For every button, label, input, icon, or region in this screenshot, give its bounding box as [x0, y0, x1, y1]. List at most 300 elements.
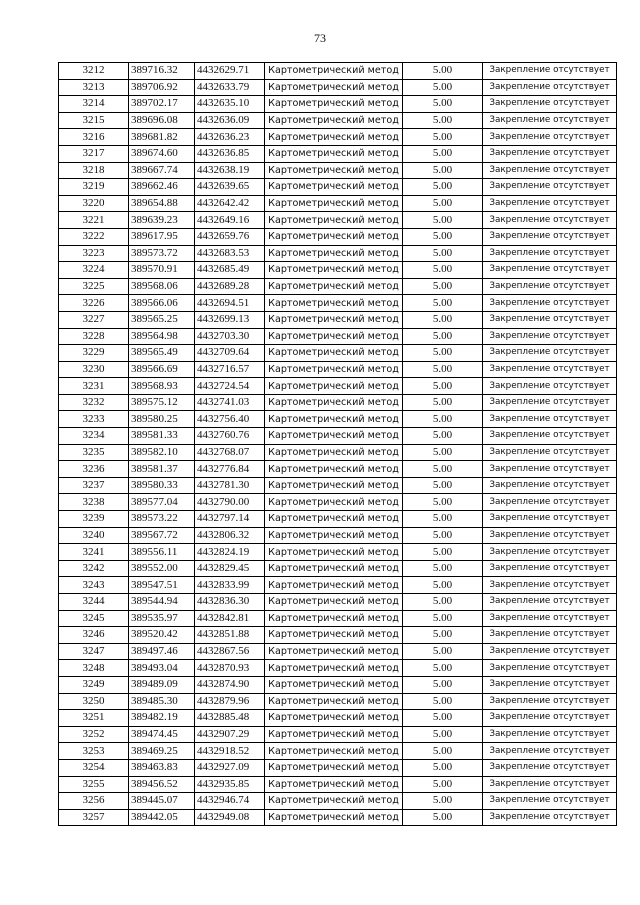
x-coordinate-cell: 389568.93: [129, 378, 195, 395]
point-number-cell: 3212: [59, 63, 129, 80]
y-coordinate-cell: 4432949.08: [195, 809, 265, 826]
y-coordinate-cell: 4432935.85: [195, 776, 265, 793]
point-number-cell: 3240: [59, 527, 129, 544]
fixing-description-cell: Закрепление отсутствует: [483, 278, 617, 295]
table-row: [59, 693, 617, 710]
accuracy-cell: 5.00: [403, 759, 483, 776]
point-number-cell: 3233: [59, 411, 129, 428]
accuracy-cell: 5.00: [403, 96, 483, 113]
table-row: [59, 726, 617, 743]
y-coordinate-cell: 4432870.93: [195, 660, 265, 677]
table-row: [59, 660, 617, 677]
y-coordinate-cell: 4432629.71: [195, 63, 265, 80]
fixing-description-cell: Закрепление отсутствует: [483, 361, 617, 378]
x-coordinate-cell: 389463.83: [129, 759, 195, 776]
x-coordinate-cell: 389489.09: [129, 676, 195, 693]
y-coordinate-cell: 4432639.65: [195, 179, 265, 196]
y-coordinate-cell: 4432741.03: [195, 394, 265, 411]
y-coordinate-cell: 4432709.64: [195, 345, 265, 362]
table-row: [59, 212, 617, 229]
accuracy-cell: 5.00: [403, 676, 483, 693]
point-number-cell: 3219: [59, 179, 129, 196]
table-row: [59, 527, 617, 544]
y-coordinate-cell: 4432927.09: [195, 759, 265, 776]
accuracy-cell: 5.00: [403, 278, 483, 295]
accuracy-cell: 5.00: [403, 627, 483, 644]
y-coordinate-cell: 4432636.09: [195, 112, 265, 129]
point-number-cell: 3217: [59, 145, 129, 162]
page-number: 73: [314, 31, 326, 45]
method-cell: Картометрический метод: [265, 212, 403, 229]
method-cell: Картометрический метод: [265, 428, 403, 445]
method-cell: Картометрический метод: [265, 643, 403, 660]
point-number-cell: 3225: [59, 278, 129, 295]
x-coordinate-cell: 389654.88: [129, 195, 195, 212]
accuracy-cell: 5.00: [403, 560, 483, 577]
x-coordinate-cell: 389497.46: [129, 643, 195, 660]
method-cell: Картометрический метод: [265, 461, 403, 478]
table-row: [59, 627, 617, 644]
fixing-description-cell: Закрепление отсутствует: [483, 643, 617, 660]
point-number-cell: 3242: [59, 560, 129, 577]
y-coordinate-cell: 4432635.10: [195, 96, 265, 113]
x-coordinate-cell: 389580.33: [129, 477, 195, 494]
table-row: [59, 179, 617, 196]
table-row: [59, 743, 617, 760]
method-cell: Картометрический метод: [265, 477, 403, 494]
fixing-description-cell: Закрепление отсутствует: [483, 195, 617, 212]
accuracy-cell: 5.00: [403, 394, 483, 411]
x-coordinate-cell: 389681.82: [129, 129, 195, 146]
x-coordinate-cell: 389565.49: [129, 345, 195, 362]
point-number-cell: 3243: [59, 577, 129, 594]
method-cell: Картометрический метод: [265, 262, 403, 279]
table-row: [59, 560, 617, 577]
x-coordinate-cell: 389482.19: [129, 710, 195, 727]
accuracy-cell: 5.00: [403, 345, 483, 362]
method-cell: Картометрический метод: [265, 278, 403, 295]
point-number-cell: 3234: [59, 428, 129, 445]
method-cell: Картометрический метод: [265, 710, 403, 727]
table-row: [59, 162, 617, 179]
y-coordinate-cell: 4432699.13: [195, 311, 265, 328]
table-row: [59, 228, 617, 245]
fixing-description-cell: Закрепление отсутствует: [483, 162, 617, 179]
y-coordinate-cell: 4432885.48: [195, 710, 265, 727]
method-cell: Картометрический метод: [265, 195, 403, 212]
y-coordinate-cell: 4432946.74: [195, 793, 265, 810]
y-coordinate-cell: 4432806.32: [195, 527, 265, 544]
x-coordinate-cell: 389573.22: [129, 511, 195, 528]
table-row: [59, 129, 617, 146]
accuracy-cell: 5.00: [403, 195, 483, 212]
x-coordinate-cell: 389575.12: [129, 394, 195, 411]
method-cell: Картометрический метод: [265, 394, 403, 411]
method-cell: Картометрический метод: [265, 63, 403, 80]
method-cell: Картометрический метод: [265, 594, 403, 611]
table-row: [59, 544, 617, 561]
point-number-cell: 3223: [59, 245, 129, 262]
accuracy-cell: 5.00: [403, 477, 483, 494]
y-coordinate-cell: 4432636.85: [195, 145, 265, 162]
fixing-description-cell: Закрепление отсутствует: [483, 477, 617, 494]
method-cell: Картометрический метод: [265, 79, 403, 96]
fixing-description-cell: Закрепление отсутствует: [483, 394, 617, 411]
point-number-cell: 3215: [59, 112, 129, 129]
x-coordinate-cell: 389702.17: [129, 96, 195, 113]
fixing-description-cell: Закрепление отсутствует: [483, 743, 617, 760]
accuracy-cell: 5.00: [403, 245, 483, 262]
y-coordinate-cell: 4432824.19: [195, 544, 265, 561]
table-row: [59, 793, 617, 810]
table-row: [59, 610, 617, 627]
accuracy-cell: 5.00: [403, 129, 483, 146]
table-row: [59, 63, 617, 80]
y-coordinate-cell: 4432918.52: [195, 743, 265, 760]
point-number-cell: 3218: [59, 162, 129, 179]
table-row: [59, 594, 617, 611]
point-number-cell: 3214: [59, 96, 129, 113]
method-cell: Картометрический метод: [265, 726, 403, 743]
table-row: [59, 444, 617, 461]
accuracy-cell: 5.00: [403, 63, 483, 80]
point-number-cell: 3257: [59, 809, 129, 826]
y-coordinate-cell: 4432768.07: [195, 444, 265, 461]
point-number-cell: 3251: [59, 710, 129, 727]
accuracy-cell: 5.00: [403, 378, 483, 395]
fixing-description-cell: Закрепление отсутствует: [483, 710, 617, 727]
x-coordinate-cell: 389566.69: [129, 361, 195, 378]
accuracy-cell: 5.00: [403, 643, 483, 660]
x-coordinate-cell: 389474.45: [129, 726, 195, 743]
x-coordinate-cell: 389667.74: [129, 162, 195, 179]
y-coordinate-cell: 4432797.14: [195, 511, 265, 528]
fixing-description-cell: Закрепление отсутствует: [483, 411, 617, 428]
accuracy-cell: 5.00: [403, 793, 483, 810]
fixing-description-cell: Закрепление отсутствует: [483, 776, 617, 793]
table-row: [59, 378, 617, 395]
accuracy-cell: 5.00: [403, 809, 483, 826]
method-cell: Картометрический метод: [265, 444, 403, 461]
method-cell: Картометрический метод: [265, 145, 403, 162]
y-coordinate-cell: 4432685.49: [195, 262, 265, 279]
x-coordinate-cell: 389556.11: [129, 544, 195, 561]
y-coordinate-cell: 4432716.57: [195, 361, 265, 378]
fixing-description-cell: Закрепление отсутствует: [483, 594, 617, 611]
point-number-cell: 3244: [59, 594, 129, 611]
y-coordinate-cell: 4432633.79: [195, 79, 265, 96]
x-coordinate-cell: 389570.91: [129, 262, 195, 279]
fixing-description-cell: Закрепление отсутствует: [483, 627, 617, 644]
fixing-description-cell: Закрепление отсутствует: [483, 79, 617, 96]
x-coordinate-cell: 389716.32: [129, 63, 195, 80]
fixing-description-cell: Закрепление отсутствует: [483, 179, 617, 196]
accuracy-cell: 5.00: [403, 743, 483, 760]
fixing-description-cell: Закрепление отсутствует: [483, 693, 617, 710]
accuracy-cell: 5.00: [403, 295, 483, 312]
accuracy-cell: 5.00: [403, 511, 483, 528]
x-coordinate-cell: 389564.98: [129, 328, 195, 345]
method-cell: Картометрический метод: [265, 411, 403, 428]
point-number-cell: 3213: [59, 79, 129, 96]
x-coordinate-cell: 389445.07: [129, 793, 195, 810]
table-row: [59, 311, 617, 328]
x-coordinate-cell: 389581.33: [129, 428, 195, 445]
method-cell: Картометрический метод: [265, 345, 403, 362]
accuracy-cell: 5.00: [403, 262, 483, 279]
method-cell: Картометрический метод: [265, 179, 403, 196]
point-number-cell: 3236: [59, 461, 129, 478]
accuracy-cell: 5.00: [403, 594, 483, 611]
fixing-description-cell: Закрепление отсутствует: [483, 577, 617, 594]
x-coordinate-cell: 389547.51: [129, 577, 195, 594]
accuracy-cell: 5.00: [403, 311, 483, 328]
method-cell: Картометрический метод: [265, 96, 403, 113]
point-number-cell: 3238: [59, 494, 129, 511]
table-row: [59, 361, 617, 378]
x-coordinate-cell: 389485.30: [129, 693, 195, 710]
method-cell: Картометрический метод: [265, 776, 403, 793]
fixing-description-cell: Закрепление отсутствует: [483, 544, 617, 561]
x-coordinate-cell: 389581.37: [129, 461, 195, 478]
method-cell: Картометрический метод: [265, 245, 403, 262]
method-cell: Картометрический метод: [265, 129, 403, 146]
point-number-cell: 3226: [59, 295, 129, 312]
y-coordinate-cell: 4432776.84: [195, 461, 265, 478]
x-coordinate-cell: 389568.06: [129, 278, 195, 295]
table-row: [59, 245, 617, 262]
y-coordinate-cell: 4432703.30: [195, 328, 265, 345]
y-coordinate-cell: 4432689.28: [195, 278, 265, 295]
table-row: [59, 278, 617, 295]
x-coordinate-cell: 389582.10: [129, 444, 195, 461]
accuracy-cell: 5.00: [403, 428, 483, 445]
fixing-description-cell: Закрепление отсутствует: [483, 262, 617, 279]
x-coordinate-cell: 389580.25: [129, 411, 195, 428]
table-row: [59, 428, 617, 445]
table-row: [59, 676, 617, 693]
fixing-description-cell: Закрепление отсутствует: [483, 461, 617, 478]
table-row: [59, 494, 617, 511]
y-coordinate-cell: 4432842.81: [195, 610, 265, 627]
table-row: [59, 112, 617, 129]
method-cell: Картометрический метод: [265, 544, 403, 561]
y-coordinate-cell: 4432874.90: [195, 676, 265, 693]
accuracy-cell: 5.00: [403, 577, 483, 594]
x-coordinate-cell: 389639.23: [129, 212, 195, 229]
accuracy-cell: 5.00: [403, 361, 483, 378]
table-row: [59, 710, 617, 727]
table-row: [59, 776, 617, 793]
fixing-description-cell: Закрепление отсутствует: [483, 295, 617, 312]
x-coordinate-cell: 389662.46: [129, 179, 195, 196]
x-coordinate-cell: 389706.92: [129, 79, 195, 96]
accuracy-cell: 5.00: [403, 145, 483, 162]
x-coordinate-cell: 389674.60: [129, 145, 195, 162]
table-row: [59, 809, 617, 826]
point-number-cell: 3235: [59, 444, 129, 461]
table-row: [59, 394, 617, 411]
table-row: [59, 145, 617, 162]
table-row: [59, 759, 617, 776]
point-number-cell: 3216: [59, 129, 129, 146]
method-cell: Картометрический метод: [265, 494, 403, 511]
fixing-description-cell: Закрепление отсутствует: [483, 345, 617, 362]
method-cell: Картометрический метод: [265, 759, 403, 776]
method-cell: Картометрический метод: [265, 112, 403, 129]
accuracy-cell: 5.00: [403, 544, 483, 561]
y-coordinate-cell: 4432781.30: [195, 477, 265, 494]
method-cell: Картометрический метод: [265, 627, 403, 644]
fixing-description-cell: Закрепление отсутствует: [483, 378, 617, 395]
accuracy-cell: 5.00: [403, 461, 483, 478]
fixing-description-cell: Закрепление отсутствует: [483, 759, 617, 776]
method-cell: Картометрический метод: [265, 527, 403, 544]
fixing-description-cell: Закрепление отсутствует: [483, 311, 617, 328]
y-coordinate-cell: 4432649.16: [195, 212, 265, 229]
fixing-description-cell: Закрепление отсутствует: [483, 63, 617, 80]
method-cell: Картометрический метод: [265, 295, 403, 312]
table-row: [59, 577, 617, 594]
x-coordinate-cell: 389577.04: [129, 494, 195, 511]
accuracy-cell: 5.00: [403, 162, 483, 179]
point-number-cell: 3227: [59, 311, 129, 328]
accuracy-cell: 5.00: [403, 726, 483, 743]
x-coordinate-cell: 389456.52: [129, 776, 195, 793]
point-number-cell: 3246: [59, 627, 129, 644]
y-coordinate-cell: 4432683.53: [195, 245, 265, 262]
point-number-cell: 3245: [59, 610, 129, 627]
accuracy-cell: 5.00: [403, 444, 483, 461]
y-coordinate-cell: 4432694.51: [195, 295, 265, 312]
point-number-cell: 3254: [59, 759, 129, 776]
fixing-description-cell: Закрепление отсутствует: [483, 676, 617, 693]
table-row: [59, 195, 617, 212]
point-number-cell: 3255: [59, 776, 129, 793]
fixing-description-cell: Закрепление отсутствует: [483, 444, 617, 461]
method-cell: Картометрический метод: [265, 743, 403, 760]
y-coordinate-cell: 4432724.54: [195, 378, 265, 395]
fixing-description-cell: Закрепление отсутствует: [483, 660, 617, 677]
method-cell: Картометрический метод: [265, 676, 403, 693]
fixing-description-cell: Закрепление отсутствует: [483, 560, 617, 577]
x-coordinate-cell: 389442.05: [129, 809, 195, 826]
x-coordinate-cell: 389617.95: [129, 228, 195, 245]
method-cell: Картометрический метод: [265, 361, 403, 378]
y-coordinate-cell: 4432867.56: [195, 643, 265, 660]
method-cell: Картометрический метод: [265, 693, 403, 710]
accuracy-cell: 5.00: [403, 179, 483, 196]
fixing-description-cell: Закрепление отсутствует: [483, 527, 617, 544]
accuracy-cell: 5.00: [403, 776, 483, 793]
method-cell: Картометрический метод: [265, 228, 403, 245]
fixing-description-cell: Закрепление отсутствует: [483, 112, 617, 129]
table-row: [59, 461, 617, 478]
x-coordinate-cell: 389535.97: [129, 610, 195, 627]
method-cell: Картометрический метод: [265, 610, 403, 627]
method-cell: Картометрический метод: [265, 511, 403, 528]
point-number-cell: 3256: [59, 793, 129, 810]
accuracy-cell: 5.00: [403, 710, 483, 727]
method-cell: Картометрический метод: [265, 378, 403, 395]
accuracy-cell: 5.00: [403, 79, 483, 96]
accuracy-cell: 5.00: [403, 112, 483, 129]
point-number-cell: 3241: [59, 544, 129, 561]
point-number-cell: 3221: [59, 212, 129, 229]
point-number-cell: 3228: [59, 328, 129, 345]
accuracy-cell: 5.00: [403, 411, 483, 428]
accuracy-cell: 5.00: [403, 610, 483, 627]
accuracy-cell: 5.00: [403, 228, 483, 245]
y-coordinate-cell: 4432851.88: [195, 627, 265, 644]
point-number-cell: 3231: [59, 378, 129, 395]
fixing-description-cell: Закрепление отсутствует: [483, 145, 617, 162]
y-coordinate-cell: 4432659.76: [195, 228, 265, 245]
point-number-cell: 3220: [59, 195, 129, 212]
fixing-description-cell: Закрепление отсутствует: [483, 511, 617, 528]
fixing-description-cell: Закрепление отсутствует: [483, 428, 617, 445]
x-coordinate-cell: 389566.06: [129, 295, 195, 312]
point-number-cell: 3239: [59, 511, 129, 528]
point-number-cell: 3237: [59, 477, 129, 494]
y-coordinate-cell: 4432760.76: [195, 428, 265, 445]
y-coordinate-cell: 4432829.45: [195, 560, 265, 577]
accuracy-cell: 5.00: [403, 660, 483, 677]
point-number-cell: 3229: [59, 345, 129, 362]
accuracy-cell: 5.00: [403, 494, 483, 511]
x-coordinate-cell: 389565.25: [129, 311, 195, 328]
method-cell: Картометрический метод: [265, 560, 403, 577]
table-row: [59, 96, 617, 113]
method-cell: Картометрический метод: [265, 311, 403, 328]
x-coordinate-cell: 389552.00: [129, 560, 195, 577]
fixing-description-cell: Закрепление отсутствует: [483, 726, 617, 743]
table-row: [59, 262, 617, 279]
accuracy-cell: 5.00: [403, 212, 483, 229]
x-coordinate-cell: 389493.04: [129, 660, 195, 677]
method-cell: Картометрический метод: [265, 328, 403, 345]
x-coordinate-cell: 389696.08: [129, 112, 195, 129]
accuracy-cell: 5.00: [403, 328, 483, 345]
table-row: [59, 328, 617, 345]
y-coordinate-cell: 4432642.42: [195, 195, 265, 212]
fixing-description-cell: Закрепление отсутствует: [483, 212, 617, 229]
method-cell: Картометрический метод: [265, 577, 403, 594]
y-coordinate-cell: 4432636.23: [195, 129, 265, 146]
coordinates-table: [58, 62, 617, 826]
accuracy-cell: 5.00: [403, 693, 483, 710]
fixing-description-cell: Закрепление отсутствует: [483, 245, 617, 262]
table-row: [59, 345, 617, 362]
table-row: [59, 295, 617, 312]
table-row: [59, 79, 617, 96]
fixing-description-cell: Закрепление отсутствует: [483, 129, 617, 146]
fixing-description-cell: Закрепление отсутствует: [483, 96, 617, 113]
y-coordinate-cell: 4432836.30: [195, 594, 265, 611]
method-cell: Картометрический метод: [265, 162, 403, 179]
fixing-description-cell: Закрепление отсутствует: [483, 228, 617, 245]
y-coordinate-cell: 4432756.40: [195, 411, 265, 428]
fixing-description-cell: Закрепление отсутствует: [483, 328, 617, 345]
point-number-cell: 3222: [59, 228, 129, 245]
method-cell: Картометрический метод: [265, 809, 403, 826]
y-coordinate-cell: 4432790.00: [195, 494, 265, 511]
point-number-cell: 3250: [59, 693, 129, 710]
coordinates-table-body: [59, 63, 617, 826]
x-coordinate-cell: 389520.42: [129, 627, 195, 644]
point-number-cell: 3248: [59, 660, 129, 677]
table-row: [59, 477, 617, 494]
